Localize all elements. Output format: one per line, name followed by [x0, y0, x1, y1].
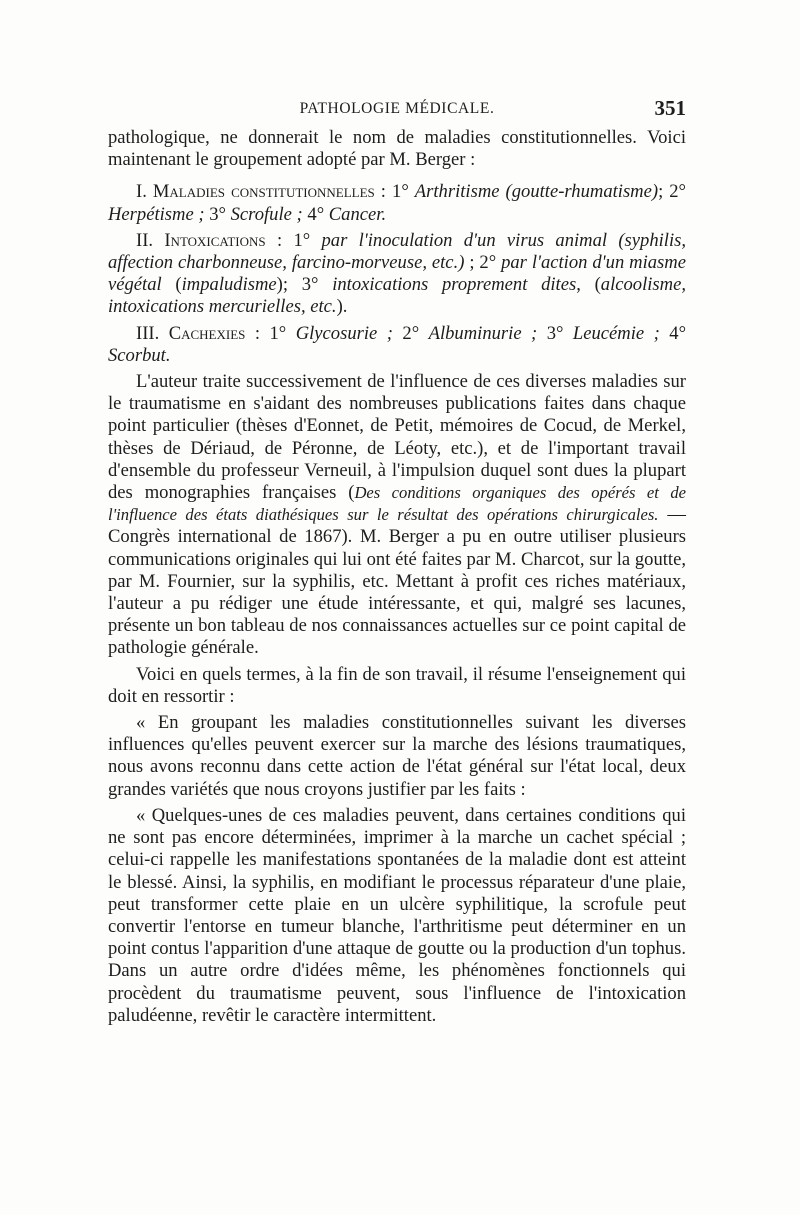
citation-title: Des conditions organiques des opérés et de l'influence des états diathésiques sur le résultat des opérations chirurgicales.: [108, 483, 686, 525]
item-heading: Intoxications :: [164, 229, 283, 251]
item-italic: alcoolisme, intoxications mercurielles, etc.: [108, 274, 686, 318]
item-italic: Arthritisme (goutte-rhumatisme): [414, 181, 659, 203]
item-italic: Albuminurie ;: [428, 322, 538, 344]
item-italic: Scrofule ;: [230, 203, 303, 225]
item-heading: Cachexies :: [168, 322, 261, 344]
classification-item-3: [108, 323, 686, 367]
classification-item-1: [108, 181, 686, 225]
item-number: II.: [136, 229, 154, 251]
page-number: 351: [654, 96, 686, 120]
item-text: 2°: [402, 322, 420, 344]
item-text: 1°: [269, 322, 287, 344]
item-italic: Leucémie ;: [572, 322, 660, 344]
item-text: 3°: [209, 203, 226, 225]
item-heading: Maladies constitutionnelles :: [152, 181, 386, 203]
body-text: [108, 127, 686, 1031]
item-italic: impaludisme: [181, 274, 277, 296]
item-italic: Scorbut.: [108, 344, 171, 366]
item-text: ); 3°: [276, 274, 319, 296]
paragraph-text: L'auteur traite successivement de l'influence de ces diverses maladies sur le traumatisme en s'aidant des nombreuses publications faites dans chaque point particulier (thèses d'Eonnet, de Petit, mémoires de Cocud, de Merkel, thèses de Dériaud, de Péronne, de Léoty, etc.), et de l'important travail d'ensemble du professeur Verneuil, à l'impulsion duquel sont dues la plupart des monographies françaises (: [108, 371, 686, 504]
item-italic: par l'action d'un miasme végétal: [108, 252, 686, 296]
quote-paragraph-1: « En groupant les maladies constitutionnelles suivant les diverses influences qu'elles peuvent exercer sur la marche des lésions traumatiques, nous avons reconnu dans cette action de l'état général sur l'état local, deux grandes variétés que nous croyons justifier par les faits :: [108, 712, 686, 800]
item-italic: Glycosurie ;: [295, 322, 393, 344]
paragraph-intro: pathologique, ne donnerait le nom de maladies constitutionnelles. Voici maintenant le groupement adopté par M. Berger :: [108, 127, 686, 171]
running-head: [108, 96, 686, 126]
item-text: 3°: [546, 322, 564, 344]
item-text: , (: [576, 274, 601, 296]
paragraph-text: — Congrès international de 1867). M. Berger a pu en outre utiliser plusieurs communications originales qui lui ont été faites par M. Charcot, sur la goutte, par M. Fournier, sur la syphilis, etc. Mettant à profit ces riches matériaux, l'auteur a pu rédiger une étude intéressante, et qui, malgré ses lacunes, présente un bon tableau de nos connaissances actuelles sur ce point capital de pathologie générale.: [108, 504, 686, 659]
item-italic: intoxications proprement dites: [332, 274, 577, 296]
item-text: 1°: [392, 181, 409, 203]
item-italic: Herpétisme ;: [108, 203, 205, 225]
item-text: ).: [336, 296, 348, 318]
paragraph-author-review: [108, 371, 686, 660]
paragraph-summary-intro: Voici en quels termes, à la fin de son travail, il résume l'enseignement qui doit en ressortir :: [108, 663, 686, 707]
item-text: ; 2°: [658, 181, 686, 203]
item-text: 1°: [293, 229, 311, 251]
item-number: III.: [136, 322, 160, 344]
item-text: 4°: [669, 322, 687, 344]
item-italic: par l'inoculation d'un virus animal (syphilis, affection charbonneuse, farcino-morveuse, etc.): [108, 229, 687, 274]
item-text: (: [175, 274, 182, 296]
item-text: 4°: [307, 203, 325, 225]
quote-paragraph-2: « Quelques-unes de ces maladies peuvent, dans certaines conditions qui ne sont pas encore déterminées, imprimer à la marche un cachet spécial ; celui-ci rappelle les manifestations spontanées de la maladie dont est atteint le blessé. Ainsi, la syphilis, en modifiant le processus réparateur d'une plaie, peut transformer cette plaie en un ulcère syphilitique, la scrofule peut convertir l'entorse en tumeur blanche, l'arthritisme peut déterminer en un point contus l'apparition d'une attaque de goutte ou la production d'un tophus. Dans un autre ordre d'idées même, les phénomènes fonctionnels qui procèdent du traumatisme peuvent, sous l'influence de l'intoxication paludéenne, revêtir le caractère intermittent.: [108, 804, 686, 1026]
item-number: I.: [136, 181, 147, 203]
item-text: ; 2°: [469, 252, 497, 274]
item-italic: Cancer.: [328, 203, 387, 225]
classification-item-2: [108, 230, 686, 319]
running-title: PATHOLOGIE MÉDICALE.: [299, 100, 495, 117]
